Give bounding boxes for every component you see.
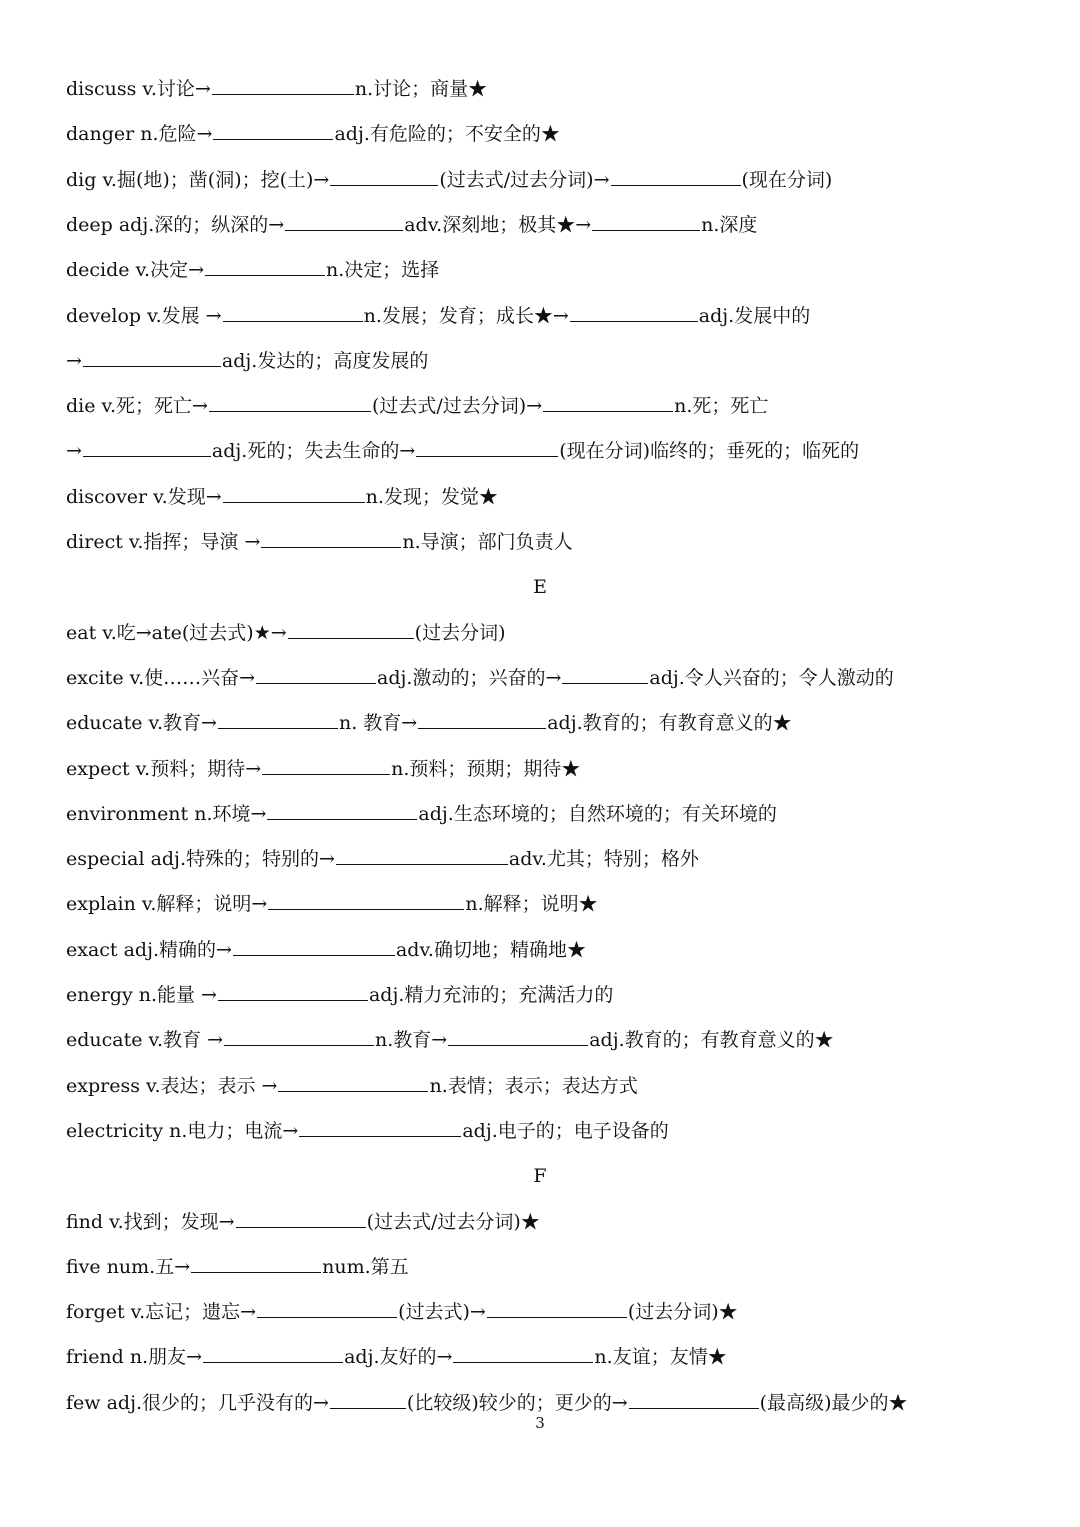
vocab-entry (66, 665, 894, 691)
answer-blank (543, 393, 673, 412)
vocab-entry (66, 756, 580, 782)
vocab-entry (66, 348, 428, 374)
entry-text: forget v.忘记；遗忘→ (66, 1301, 257, 1323)
entry-text: adj.死的；失去生命的→ (211, 440, 416, 462)
answer-blank (218, 710, 338, 729)
entry-text: adv.尤其；特别；格外 (508, 848, 699, 870)
entry-text: excite v.使……兴奋→ (66, 667, 256, 689)
answer-blank (611, 167, 741, 186)
entry-text: → (66, 440, 82, 462)
entry-text: n.发现；发觉★ (365, 486, 498, 508)
page-number: 3 (535, 1414, 545, 1432)
vocab-entry (66, 303, 810, 329)
vocab-entry (66, 801, 777, 827)
entry-text: adj.精力充沛的；充满活力的 (368, 984, 614, 1006)
entry-text: friend n.朋友→ (66, 1346, 203, 1368)
vocab-entry (66, 1073, 638, 1099)
answer-blank (336, 846, 508, 865)
entry-text: n.决定；选择 (326, 259, 440, 281)
entry-text: especial adj.特殊的；特别的→ (66, 848, 335, 870)
entry-text: n.讨论；商量★ (354, 78, 488, 100)
section-letter: F (533, 1165, 547, 1187)
entry-text: n.教育→ (375, 1029, 448, 1051)
answer-blank (453, 1344, 593, 1363)
entry-text: adj.教育的；有教育意义的★ (589, 1029, 834, 1051)
vocab-entry (66, 484, 498, 510)
vocab-entry (66, 393, 768, 419)
entry-text: (现在分词) (741, 169, 833, 191)
entry-text: decide v.决定→ (66, 259, 205, 281)
vocab-entry (66, 891, 598, 917)
answer-blank (267, 801, 417, 820)
entry-text: n. 教育→ (338, 712, 418, 734)
entry-text: die v.死；死亡→ (66, 395, 208, 417)
answer-blank (299, 1118, 461, 1137)
entry-text: eat v.吃→ate(过去式)★→ (66, 622, 287, 644)
answer-blank (268, 891, 464, 910)
entry-text: five num.五→ (66, 1256, 191, 1278)
entry-text: n.死；死亡 (674, 395, 769, 417)
entry-text: n.解释；说明★ (465, 893, 598, 915)
entry-text: educate v.教育→ (66, 712, 217, 734)
entry-text: adj.教育的；有教育意义的★ (547, 712, 792, 734)
vocab-entry (66, 710, 792, 736)
entry-text: (过去式)→ (398, 1301, 486, 1323)
answer-blank (209, 393, 371, 412)
entry-text: n.表情；表示；表达方式 (429, 1075, 638, 1097)
answer-blank (330, 1390, 406, 1409)
entry-text: (过去分词)★ (627, 1301, 738, 1323)
entry-text: discuss v.讨论→ (66, 78, 211, 100)
entry-text: (最高级)最少的★ (759, 1392, 908, 1414)
answer-blank (330, 167, 438, 186)
entry-text: develop v.发展 → (66, 305, 222, 327)
vocab-entry (66, 529, 573, 555)
vocab-entry (66, 846, 699, 872)
vocab-entry (66, 167, 832, 193)
entry-text: n.友谊；友情★ (594, 1346, 727, 1368)
vocab-entry (66, 937, 586, 963)
vocab-entry (66, 257, 439, 283)
entry-text: num.第五 (322, 1256, 409, 1278)
answer-blank (285, 212, 403, 231)
entry-text: n.发展；发育；成长★→ (363, 305, 569, 327)
entry-text: dig v.掘(地)；凿(洞)；挖(土)→ (66, 169, 330, 191)
answer-blank (236, 1209, 366, 1228)
answer-blank (257, 1299, 397, 1318)
answer-blank (570, 303, 698, 322)
vocab-entry (66, 212, 757, 238)
answer-blank (592, 212, 700, 231)
vocab-entry (66, 76, 487, 102)
answer-blank (223, 303, 363, 322)
entry-text: electricity n.电力；电流→ (66, 1120, 299, 1142)
answer-blank (256, 665, 376, 684)
vocab-entry (66, 982, 613, 1008)
entry-text: exact adj.精确的→ (66, 939, 232, 961)
vocab-entry (66, 1299, 738, 1325)
entry-text: n.预料；预期；期待★ (391, 758, 581, 780)
answer-blank (562, 665, 648, 684)
entry-text: direct v.指挥；导演 → (66, 531, 261, 553)
entry-text: adj.令人兴奋的；令人激动的 (649, 667, 894, 689)
answer-blank (487, 1299, 627, 1318)
vocab-entry (66, 438, 859, 464)
entry-text: adv.深刻地；极其★→ (404, 214, 592, 236)
entry-text: danger n.危险→ (66, 123, 213, 145)
entry-text: adj.发达的；高度发展的 (221, 350, 429, 372)
answer-blank (218, 982, 368, 1001)
entry-text: discover v.发现→ (66, 486, 222, 508)
vocab-entry (66, 1027, 834, 1053)
entry-text: (过去式/过去分词)→ (439, 169, 610, 191)
entry-text: (过去式/过去分词)★ (366, 1211, 540, 1233)
entry-text: (过去式/过去分词)→ (371, 395, 543, 417)
vocab-entry (66, 121, 560, 147)
entry-text: educate v.教育 → (66, 1029, 224, 1051)
answer-blank (83, 438, 211, 457)
answer-blank (629, 1390, 759, 1409)
entry-text: adj.友好的→ (344, 1346, 453, 1368)
answer-blank (278, 1073, 428, 1092)
entry-text: adv.确切地；精确地★ (395, 939, 586, 961)
vocab-entry (66, 1118, 669, 1144)
entry-text: expect v.预料；期待→ (66, 758, 262, 780)
entry-text: few adj.很少的；几乎没有的→ (66, 1392, 329, 1414)
vocab-entry (66, 1344, 727, 1370)
vocab-entry (66, 1209, 540, 1235)
entry-text: (过去分词) (414, 622, 506, 644)
answer-blank (262, 756, 390, 775)
entry-text: (比较级)较少的；更少的→ (406, 1392, 628, 1414)
entry-text: adj.发展中的 (698, 305, 811, 327)
entry-text: → (66, 350, 82, 372)
answer-blank (191, 1254, 321, 1273)
vocab-entry (66, 1254, 409, 1280)
answer-blank (205, 257, 325, 276)
entry-text: n.导演；部门负责人 (402, 531, 573, 553)
entry-text: (现在分词)临终的；垂死的；临死的 (559, 440, 860, 462)
answer-blank (261, 529, 401, 548)
answer-blank (212, 76, 354, 95)
answer-blank (288, 620, 414, 639)
answer-blank (83, 348, 221, 367)
answer-blank (224, 1027, 374, 1046)
answer-blank (416, 438, 558, 457)
entry-text: express v.表达；表示 → (66, 1075, 278, 1097)
answer-blank (223, 484, 365, 503)
entry-text: adj.生态环境的；自然环境的；有关环境的 (418, 803, 777, 825)
answer-blank (448, 1027, 588, 1046)
answer-blank (203, 1344, 343, 1363)
entry-text: explain v.解释；说明→ (66, 893, 268, 915)
entry-text: adj.有危险的；不安全的★ (334, 123, 560, 145)
entry-text: deep adj.深的；纵深的→ (66, 214, 285, 236)
answer-blank (213, 121, 333, 140)
entry-text: energy n.能量 → (66, 984, 217, 1006)
entry-text: adj.激动的；兴奋的→ (377, 667, 562, 689)
entry-text: find v.找到；发现→ (66, 1211, 235, 1233)
vocab-entry (66, 620, 506, 646)
entry-text: adj.电子的；电子设备的 (462, 1120, 669, 1142)
section-letter: E (533, 576, 547, 598)
answer-blank (418, 710, 546, 729)
answer-blank (233, 937, 395, 956)
entry-text: n.深度 (701, 214, 758, 236)
entry-text: environment n.环境→ (66, 803, 267, 825)
